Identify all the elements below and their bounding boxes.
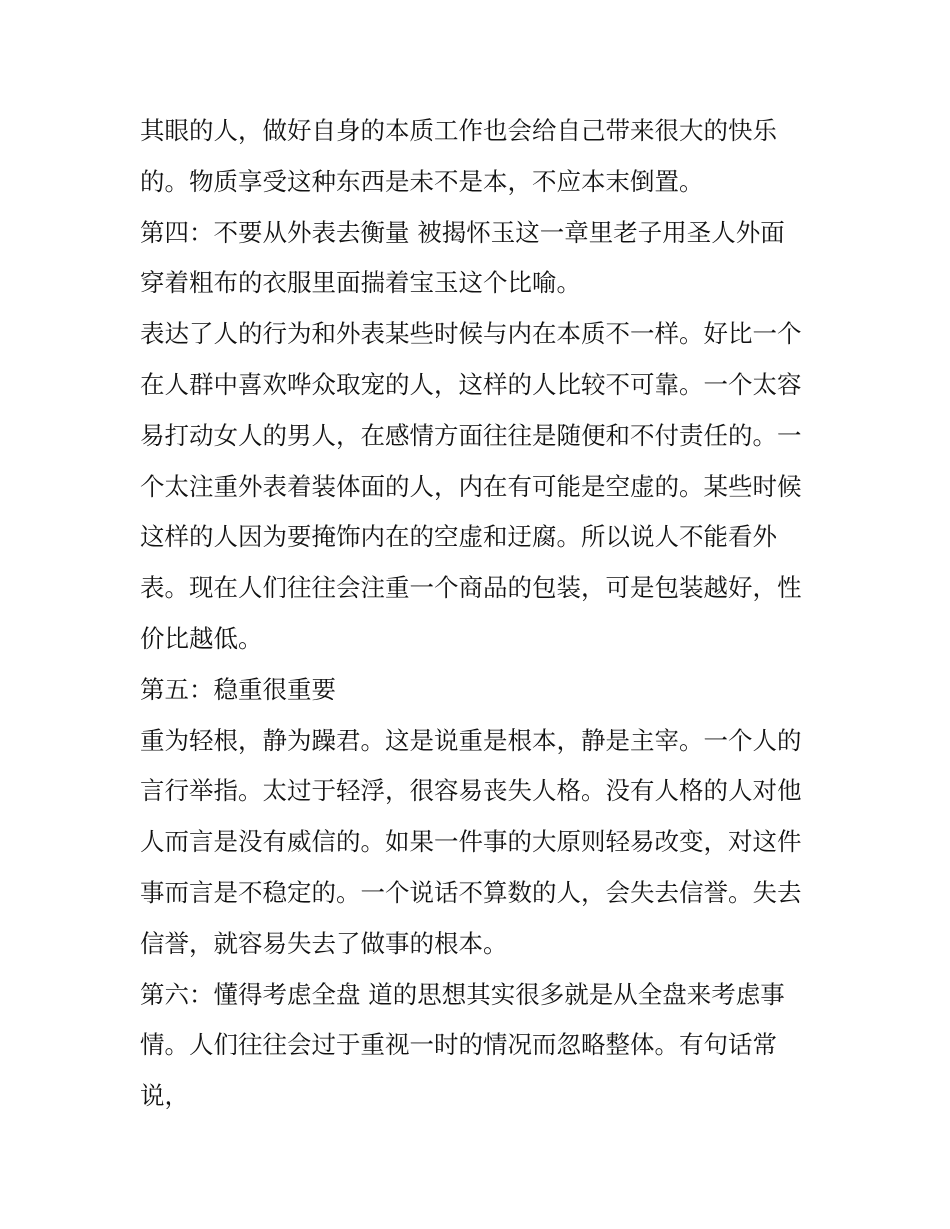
- section-heading-6: 第六：懂得考虑全盘 道的思想其实很多就是从全盘来考虑事: [140, 979, 785, 1009]
- text-line: 事而言是不稳定的。一个说话不算数的人，会失去信誉。失去: [140, 877, 802, 907]
- text-line: 说，: [140, 1081, 189, 1111]
- document-body: [140, 106, 830, 1122]
- section-heading-5: 第五：稳重很重要: [140, 674, 336, 704]
- text-line: 的。物质享受这种东西是未不是本，不应本末倒置。: [140, 166, 704, 196]
- text-line: 人而言是没有威信的。如果一件事的大原则轻易改变，对这件: [140, 827, 802, 857]
- text-line: 这样的人因为要掩饰内在的空虚和迂腐。所以说人不能看外: [140, 522, 777, 552]
- text-line: 个太注重外表着装体面的人，内在有可能是空虚的。某些时候: [140, 471, 802, 501]
- text-line: 表。现在人们往往会注重一个商品的包装，可是包装越好，性: [140, 573, 802, 603]
- text-line: 其眼的人，做好自身的本质工作也会给自己带来很大的快乐: [140, 116, 777, 145]
- text-line: 重为轻根，静为躁君。这是说重是根本，静是主宰。一个人的: [140, 725, 802, 755]
- section-heading-4: 第四：不要从外表去衡量 被揭怀玉这一章里老子用圣人外面: [140, 217, 785, 247]
- text-line: 表达了人的行为和外表某些时候与内在本质不一样。好比一个: [140, 319, 802, 349]
- text-line: 言行举指。太过于轻浮，很容易丧失人格。没有人格的人对他: [140, 776, 802, 806]
- text-line: 在人群中喜欢哗众取宠的人，这样的人比较不可靠。一个太容: [140, 369, 802, 399]
- text-line: 信誉，就容易失去了做事的根本。: [140, 928, 508, 958]
- text-line: 易打动女人的男人，在感情方面往往是随便和不付责任的。一: [140, 420, 802, 450]
- text-line: 价比越低。: [140, 623, 263, 653]
- text-line: 穿着粗布的衣服里面揣着宝玉这个比喻。: [140, 268, 581, 298]
- text-line: 情。人们往往会过于重视一时的情况而忽略整体。有句话常: [140, 1030, 777, 1060]
